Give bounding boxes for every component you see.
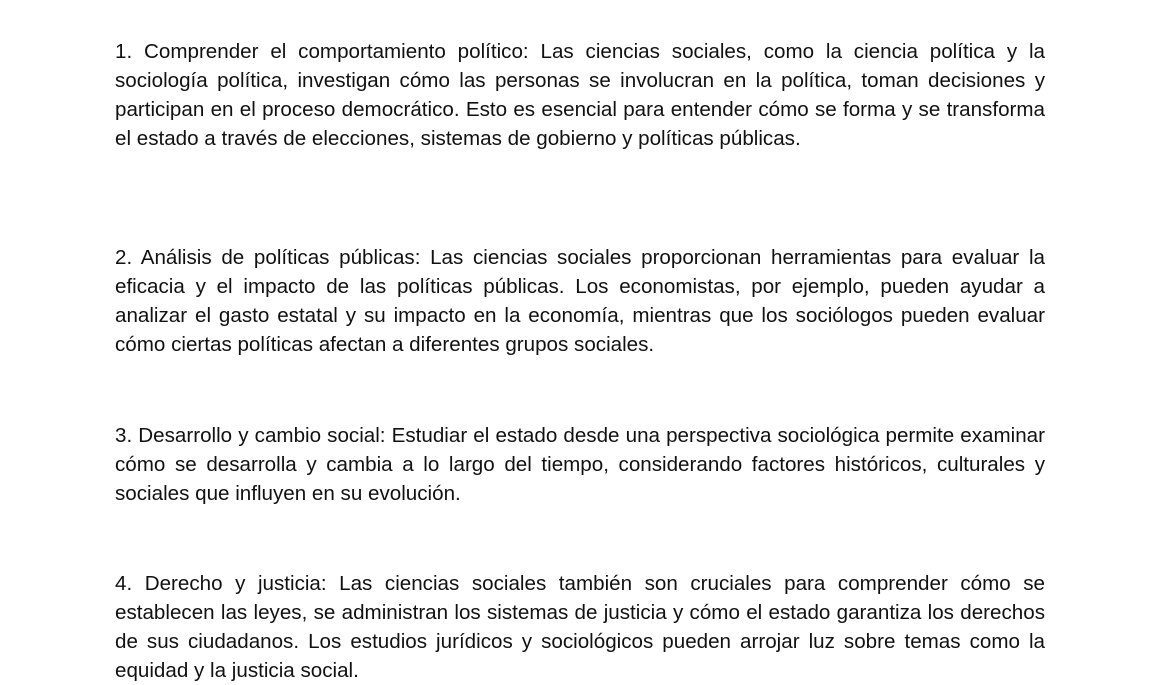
paragraph-politicas-publicas: 2. Análisis de políticas públicas: Las ciencias sociales proporcionan herramientas para evaluar la eficacia y el impacto de las políticas públicas. Los economistas, por ejemplo, pueden ayudar a analizar el gasto estatal y su impacto en la economía, mientras que los sociólogos pueden evaluar cómo ciertas políticas afectan a diferentes grupos sociales. xyxy=(115,246,1045,356)
paragraph-comportamiento-politico: 1. Comprender el comportamiento político: Las ciencias sociales, como la ciencia política y la sociología política, investigan cómo las personas se involucran en la política, toman decisiones y participan en el proceso democrático. Esto es esencial para entender cómo se forma y se transforma el estado a través de elecciones, sistemas de gobierno y políticas públicas. xyxy=(115,40,1045,150)
paragraph-desarrollo-cambio-social: 3. Desarrollo y cambio social: Estudiar el estado desde una perspectiva sociológica permite examinar cómo se desarrolla y cambia a lo largo del tiempo, considerando factores históricos, culturales y sociales que influyen en su evolución. xyxy=(115,424,1045,505)
paragraph-derecho-justicia: 4. Derecho y justicia: Las ciencias sociales también son cruciales para comprender cómo se establecen las leyes, se administran los sistemas de justicia y cómo el estado garantiza los derechos de sus ciudadanos. Los estudios jurídicos y sociológicos pueden arrojar luz sobre temas como la equidad y la justicia social. xyxy=(115,572,1045,682)
